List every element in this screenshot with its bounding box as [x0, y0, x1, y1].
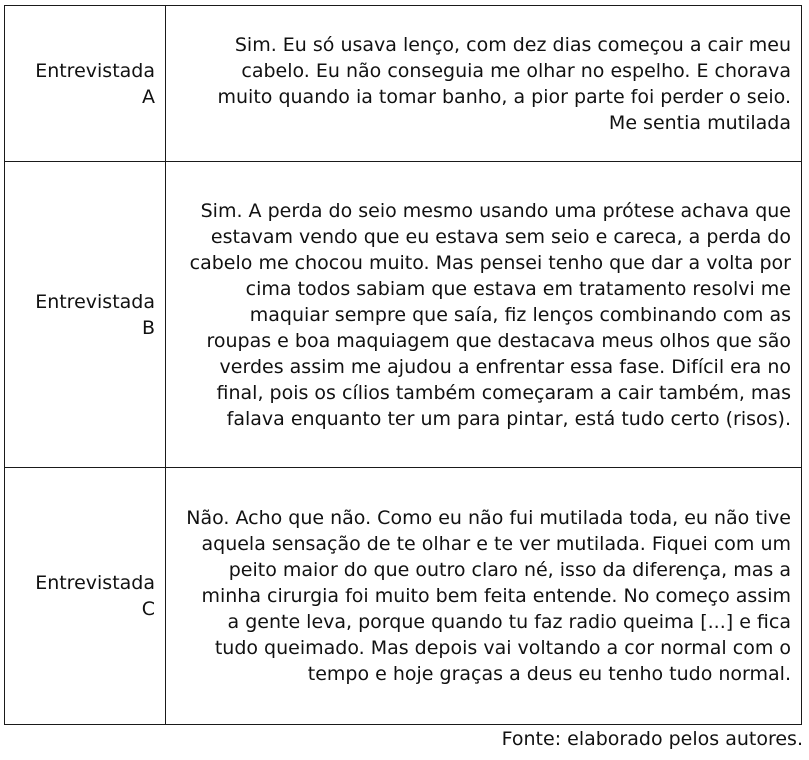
interviewee-letter: C: [141, 598, 155, 620]
interviewee-letter: A: [142, 85, 155, 108]
interview-table: [4, 5, 802, 725]
interviewee-label-cell: [5, 162, 166, 468]
table-row: [5, 162, 802, 468]
response-text: Sim. Eu só usava lenço, com dez dias começou a cair meu cabelo. Eu não conseguia me olhar no espelho. E chorava muito quando ia tomar banho, a pior parte foi perder o seio. Me sentia mutilada: [166, 6, 802, 162]
source-caption: Fonte: elaborado pelos autores.: [501, 728, 803, 750]
table-row: [5, 6, 802, 162]
interviewee-label: Entrevistada: [35, 290, 155, 313]
interviewee-label: Entrevistada: [35, 572, 155, 594]
interviewee-letter: B: [141, 316, 155, 339]
response-text: Sim. A perda do seio mesmo usando uma prótese achava que estavam vendo que eu estava sem seio e careca, a perda do cabelo me chocou muito. Mas pensei tenho que dar a volta por cima todos sabiam que estava em tratamento resolvi me maquiar sempre que saía, fiz lenços combinando com as roupas e boa maquiagem que destacava meus olhos que são verdes assim me ajudou a enfrentar essa fase. Difícil era no final, pois os cílios também começaram a cair também, mas falava enquanto ter um para pintar, está tudo certo (risos).: [166, 162, 802, 468]
interviewee-label-cell: [5, 6, 166, 162]
table-row: [5, 468, 802, 725]
response-text: Não. Acho que não. Como eu não fui mutilada toda, eu não tive aquela sensação de te olhar e te ver mutilada. Fiquei com um peito maior do que outro claro né, isso da diferença, mas a minha cirurgia foi muito bem feita entende. No começo assim a gente leva, porque quando tu faz radio queima [...] e fica tudo queimado. Mas depois vai voltando a cor normal com o tempo e hoje graças a deus eu tenho tudo normal.: [166, 468, 802, 725]
interviewee-label-cell: [5, 468, 166, 725]
interviewee-label: Entrevistada: [35, 59, 155, 82]
